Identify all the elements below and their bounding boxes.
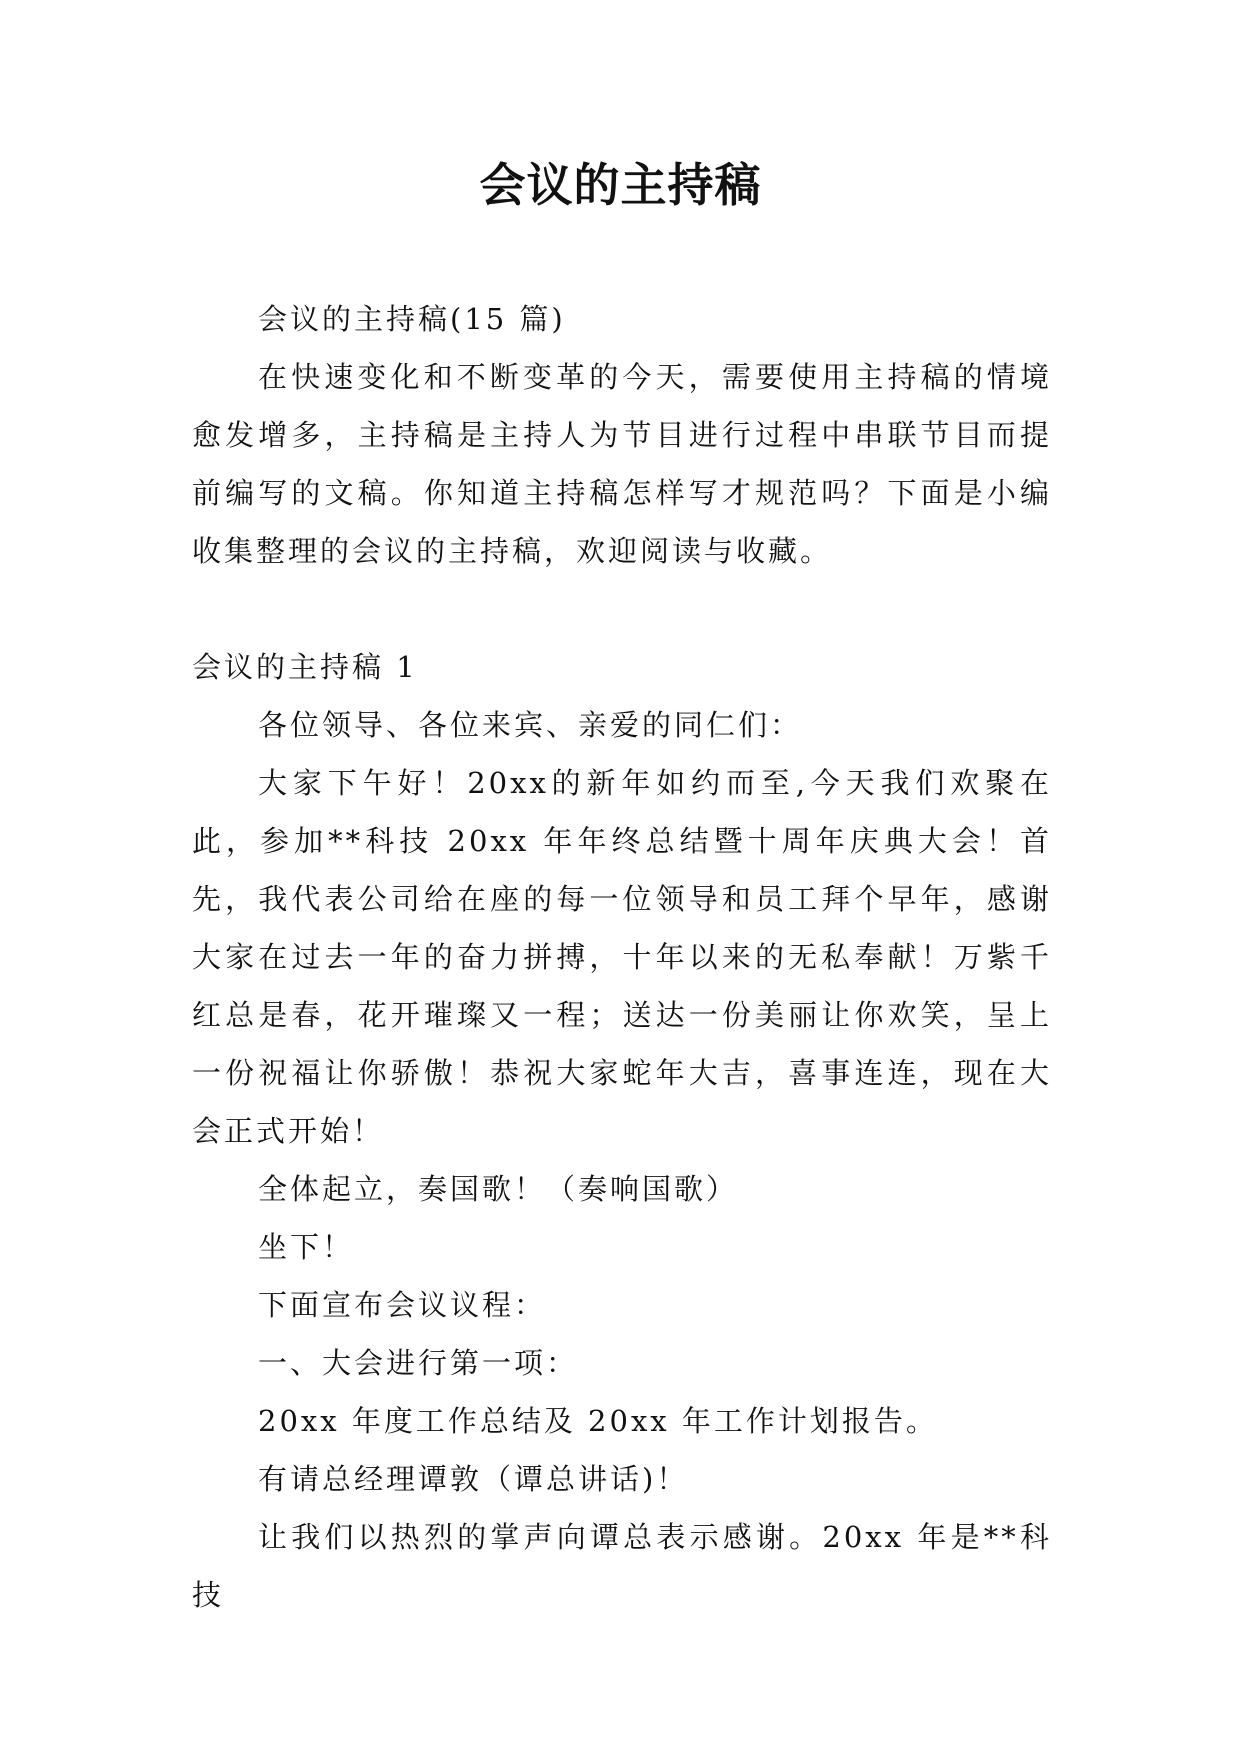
blank-line: [192, 580, 1052, 638]
subtitle-line: 会议的主持稿(15 篇): [258, 302, 566, 336]
intro-paragraph: 在快速变化和不断变革的今天，需要使用主持稿的情境愈发增多，主持稿是主持人为节目进行过程中串联节目而提前编写的文稿。你知道主持稿怎样写才规范吗？下面是小编收集整理的会议的主持稿，欢迎阅读与收藏。: [192, 360, 1052, 568]
report-paragraph: 20xx 年度工作总结及 20xx 年工作计划报告。: [258, 1404, 938, 1438]
document-body: [192, 290, 1052, 1624]
agenda-item-1: 一、大会进行第一项：: [258, 1346, 579, 1380]
anthem-paragraph: 全体起立，奏国歌！（奏响国歌）: [258, 1172, 739, 1206]
sit-paragraph: 坐下！: [258, 1230, 355, 1264]
agenda-paragraph: 下面宣布会议议程：: [258, 1288, 547, 1322]
thanks-paragraph: 让我们以热烈的掌声向谭总表示感谢。20xx 年是**科技: [192, 1520, 1052, 1612]
document-title: 会议的主持稿: [479, 158, 762, 212]
opening-paragraph: 大家下午好！20xx的新年如约而至,今天我们欢聚在此，参加**科技 20xx 年年终总结暨十周年庆典大会！首先，我代表公司给在座的每一位领导和员工拜个早年，感谢大家在过去一年的奋力拼搏，十年以来的无私奉献！万紫千红总是春，花开璀璨又一程；送达一份美丽让你欢笑，呈上一份祝福让你骄傲！恭祝大家蛇年大吉，喜事连连，现在大会正式开始！: [192, 766, 1052, 1148]
invite-paragraph: 有请总经理谭敦（谭总讲话)！: [258, 1462, 689, 1496]
section-heading: 会议的主持稿 1: [192, 650, 418, 684]
greeting-paragraph: 各位领导、各位来宾、亲爱的同仁们：: [258, 708, 803, 742]
